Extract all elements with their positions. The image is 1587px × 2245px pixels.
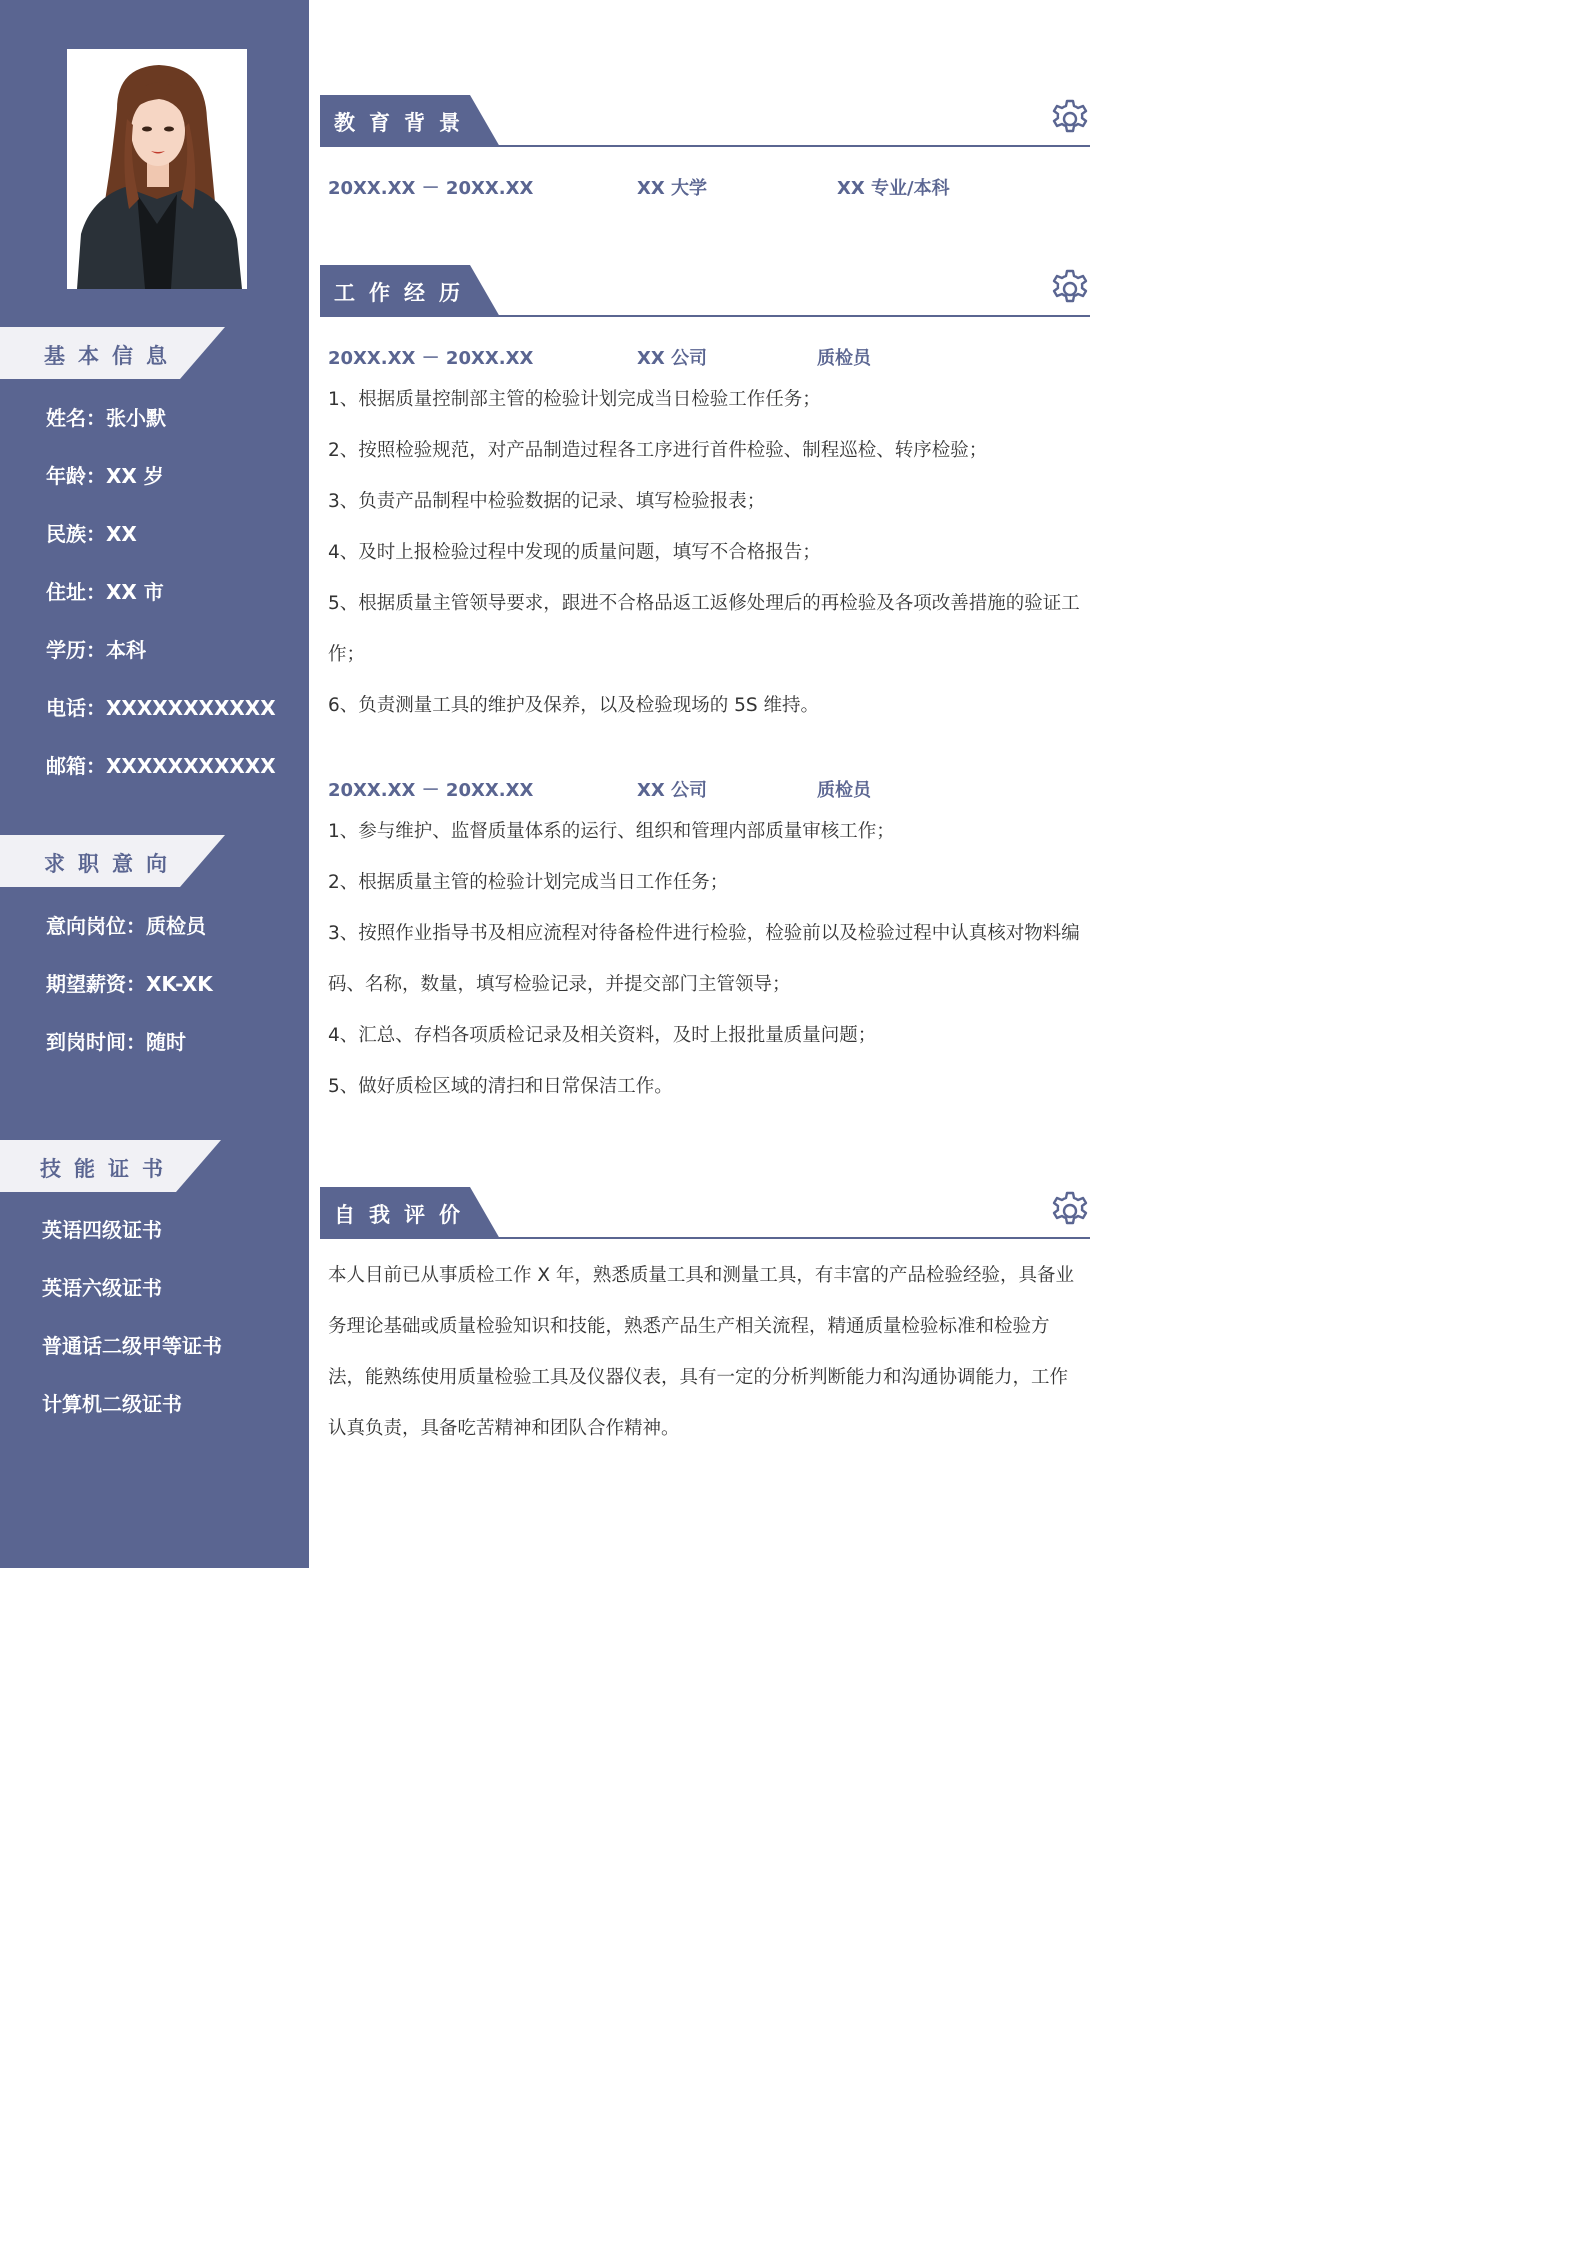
education-row <box>328 174 950 200</box>
job-duty: 3、按照作业指导书及相应流程对待备检件进行检验，检验前以及检验过程中认真核对物料编码、名称，数量，填写检验记录，并提交部门主管领导； <box>328 923 1080 995</box>
info-ethnicity: 民族：XX <box>46 522 137 546</box>
skills-title: 技能证书 <box>40 1157 176 1181</box>
job-role: 质检员 <box>817 348 871 369</box>
job-period: 20XX.XX － 20XX.XX <box>328 780 534 801</box>
job-company: XX 公司 <box>637 780 708 801</box>
job-duty: 1、参与维护、监督质量体系的运行、组织和管理内部质量审核工作； <box>328 821 895 842</box>
info-phone: 电话：XXXXXXXXXXX <box>46 696 276 720</box>
gear-icon <box>1050 99 1090 139</box>
education-period: 20XX.XX － 20XX.XX <box>328 178 534 199</box>
basic-info-title: 基本信息 <box>44 344 180 368</box>
info-education: 学历：本科 <box>46 638 146 662</box>
intent-start: 到岗时间：随时 <box>46 1030 186 1054</box>
skill-item: 计算机二级证书 <box>42 1392 182 1416</box>
job-duty: 2、按照检验规范，对产品制造过程各工序进行首件检验、制程巡检、转序检验； <box>328 440 988 461</box>
info-name: 姓名：张小默 <box>46 406 166 430</box>
self-eval-text: 本人目前已从事质检工作 X 年，熟悉质量工具和测量工具，有丰富的产品检验经验，具备业务理论基础或质量检验知识和技能，熟悉产品生产相关流程，精通质量检验标准和检验方法，能熟练使用质量检验工具及仪器仪表，具有一定的分析判断能力和沟通协调能力，工作认真负责，具备吃苦精神和团队合作精神。 <box>328 1265 1074 1439</box>
job-company: XX 公司 <box>637 348 708 369</box>
job-row <box>328 776 871 802</box>
job-period: 20XX.XX － 20XX.XX <box>328 348 534 369</box>
job-duty: 3、负责产品制程中检验数据的记录、填写检验报表； <box>328 491 766 512</box>
intent-salary: 期望薪资：XK-XK <box>46 972 213 996</box>
education-school: XX 大学 <box>637 178 708 199</box>
gear-icon <box>1050 1191 1090 1231</box>
info-email: 邮箱：XXXXXXXXXXX <box>46 754 276 778</box>
gear-icon <box>1050 269 1090 309</box>
education-major: XX 专业/本科 <box>837 178 950 199</box>
info-address: 住址：XX 市 <box>46 580 164 604</box>
intent-heading <box>0 835 180 887</box>
job-duty: 4、汇总、存档各项质检记录及相关资料，及时上报批量质量问题； <box>328 1025 877 1046</box>
skill-item: 英语六级证书 <box>42 1276 162 1300</box>
job-duty: 2、根据质量主管的检验计划完成当日工作任务； <box>328 872 729 893</box>
education-title: 教育背景 <box>334 111 474 135</box>
info-age: 年龄：XX 岁 <box>46 464 164 488</box>
job-role: 质检员 <box>817 780 871 801</box>
skill-item: 英语四级证书 <box>42 1218 162 1242</box>
work-section-header <box>320 265 1090 319</box>
work-title: 工作经历 <box>334 281 474 305</box>
job-duty: 5、做好质检区域的清扫和日常保洁工作。 <box>328 1076 673 1097</box>
skill-item: 普通话二级甲等证书 <box>42 1334 222 1358</box>
self-eval-title: 自我评价 <box>334 1203 474 1227</box>
self-eval-section-header <box>320 1187 1090 1241</box>
intent-title: 求职意向 <box>44 852 180 876</box>
sidebar <box>0 0 309 1568</box>
portrait-avatar <box>67 49 247 289</box>
skills-heading <box>0 1140 176 1192</box>
job-row <box>328 344 871 370</box>
job-duty: 5、根据质量主管领导要求，跟进不合格品返工返修处理后的再检验及各项改善措施的验证工作； <box>328 593 1080 665</box>
job-duty: 6、负责测量工具的维护及保养，以及检验现场的 5S 维持。 <box>328 695 820 716</box>
job-duty: 1、根据质量控制部主管的检验计划完成当日检验工作任务； <box>328 389 821 410</box>
intent-position: 意向岗位：质检员 <box>46 914 206 938</box>
job-duty: 4、及时上报检验过程中发现的质量问题，填写不合格报告； <box>328 542 821 563</box>
basic-info-heading <box>0 327 180 379</box>
education-section-header <box>320 95 1090 149</box>
